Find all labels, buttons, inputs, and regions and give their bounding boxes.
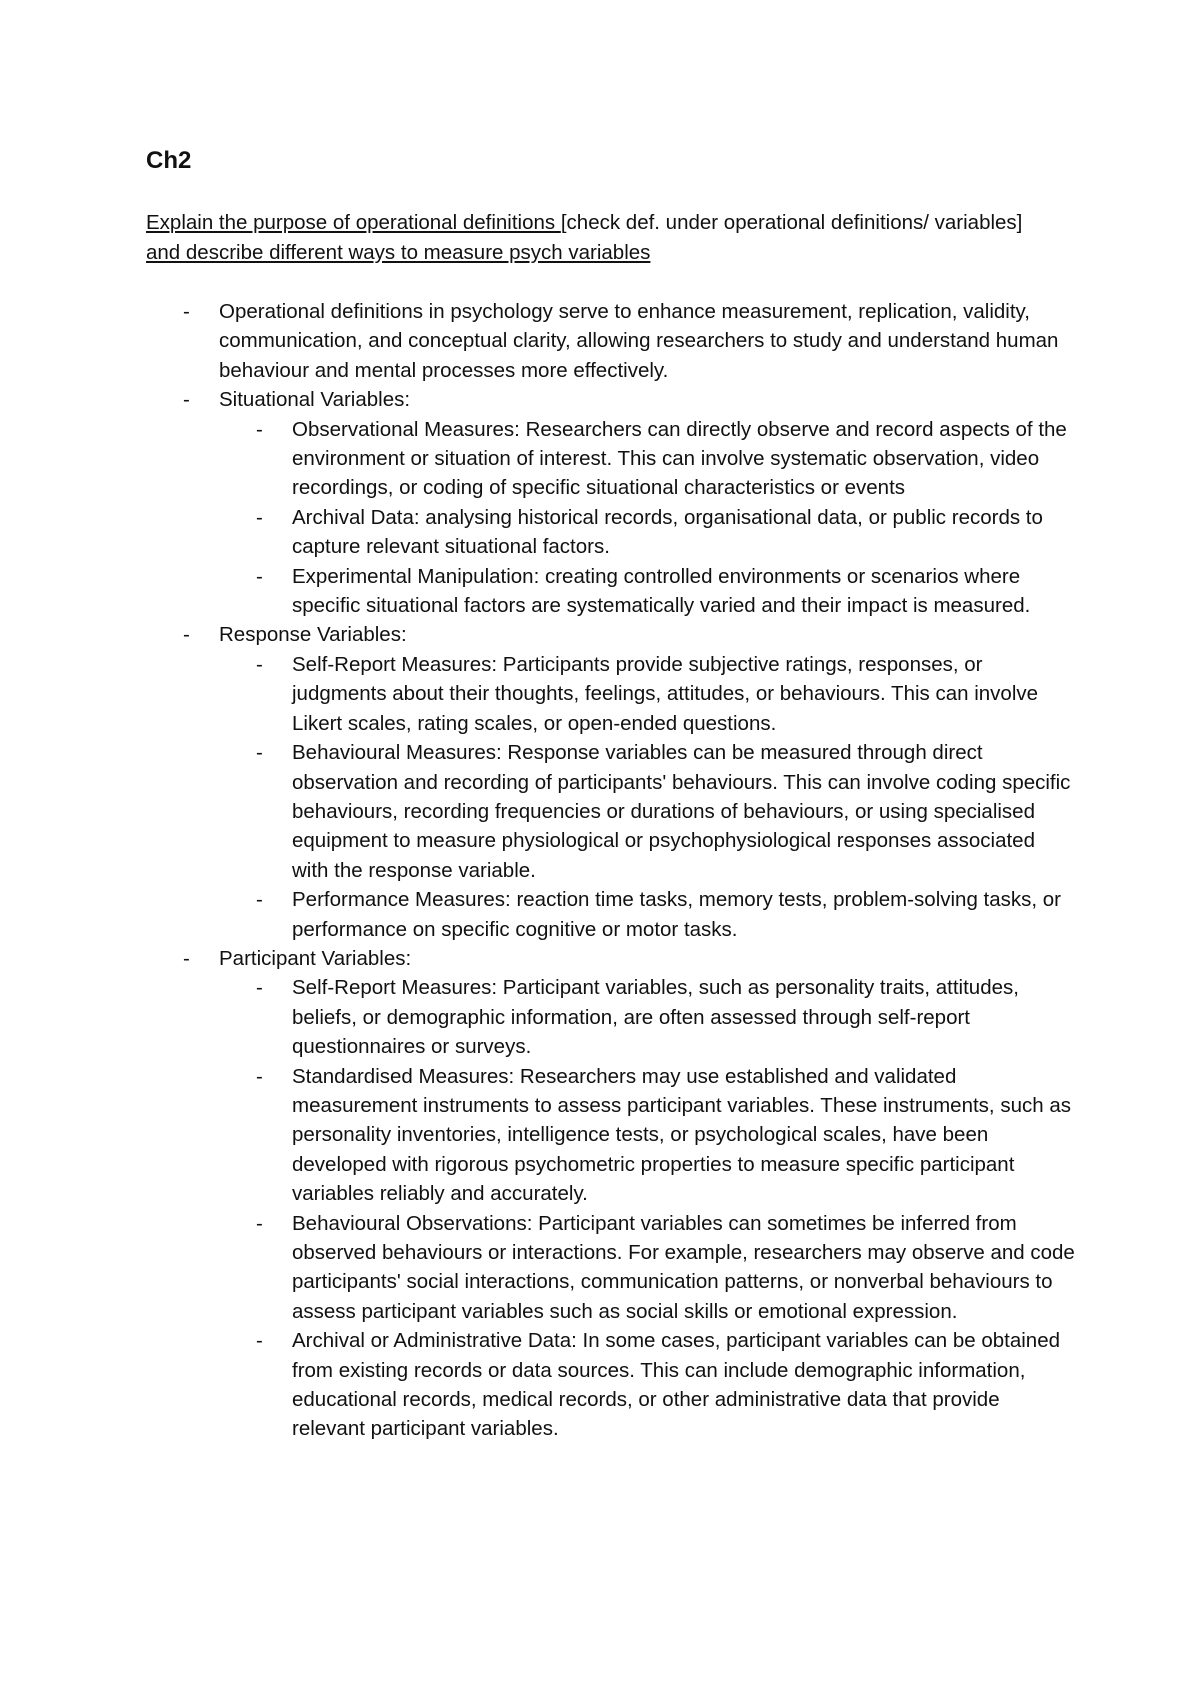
sub-list-item: [146, 562, 1076, 621]
page-title: Ch2: [146, 147, 192, 174]
sub-list-item: [146, 973, 1076, 1061]
sub-list-item: [146, 885, 1076, 944]
list-item-text: Operational definitions in psychology serve to enhance measurement, replication, validity, communication, and conceptual clarity, allowing researchers to study and understand human behaviour and mental processes more effectively.: [219, 300, 1059, 382]
sub-list-item: [146, 1326, 1076, 1444]
bullet-dash: -: [256, 1329, 263, 1353]
sub-list-item: [146, 738, 1076, 885]
bullet-dash: -: [183, 946, 190, 970]
list-item-text: Experimental Manipulation: creating controlled environments or scenarios where specific situational factors are systematically varied and their impact is measured.: [292, 564, 1031, 618]
bullet-dash: -: [256, 564, 263, 588]
question-heading: [146, 208, 1046, 267]
list-item-text: Archival Data: analysing historical records, organisational data, or public records to capture relevant situational factors.: [292, 505, 1043, 559]
bullet-dash: -: [256, 417, 263, 441]
question-part-3: and describe different ways to measure psych variables: [146, 240, 651, 264]
sub-list-item: [146, 1062, 1076, 1209]
sub-list-item: [146, 503, 1076, 562]
bullet-dash: -: [256, 1211, 263, 1235]
bullet-dash: -: [256, 888, 263, 912]
list-item: [146, 620, 1076, 649]
question-part-1: Explain the purpose of operational definitions: [146, 211, 561, 234]
bullet-dash: -: [183, 623, 190, 647]
bullet-dash: -: [256, 652, 263, 676]
question-part-2: [check def. under operational definitions/ variables]: [560, 211, 1023, 234]
bullet-dash: -: [256, 976, 263, 1000]
list-item: [146, 297, 1076, 385]
list-item-text: Situational Variables:: [219, 388, 411, 412]
list-item-text: Participant Variables:: [219, 946, 412, 970]
list-item-text: Performance Measures: reaction time tasks, memory tests, problem-solving tasks, or performance on specific cognitive or motor tasks.: [292, 888, 1062, 941]
list-item-text: Observational Measures: Researchers can directly observe and record aspects of the environment or situation of interest. This can involve systematic observation, video recordings, or coding of specific situational characteristics or events: [292, 417, 1067, 500]
list-item-text: Response Variables:: [219, 623, 407, 647]
bullet-dash: -: [183, 388, 190, 412]
list-item-text: Archival or Administrative Data: In some cases, participant variables can be obtained from existing records or data sources. This can include demographic information, educational records, medical records, or other administrative data that provide relevant participant variables.: [292, 1329, 1060, 1441]
list-item-text: Behavioural Observations: Participant variables can sometimes be inferred from observed behaviours or interactions. For example, researchers may observe and code participants' social interactions, communication patterns, or nonverbal behaviours to assess participant variables such as social skills or emotional expression.: [292, 1211, 1075, 1323]
bullet-list: [146, 297, 1076, 1444]
bullet-dash: -: [183, 300, 190, 323]
list-item: [146, 385, 1076, 414]
bullet-dash: -: [256, 1064, 263, 1088]
sub-list-item: [146, 650, 1076, 738]
bullet-dash: -: [256, 741, 263, 765]
list-item-text: Standardised Measures: Researchers may use established and validated measurement instruments to assess participant variables. These instruments, such as personality inventories, intelligence tests, or psychological scales, have been developed with rigorous psychometric properties to measure specific participant variables reliably and accurately.: [292, 1064, 1071, 1206]
sub-list-item: [146, 1209, 1076, 1327]
sub-list-item: [146, 415, 1076, 503]
list-item-text: Self-Report Measures: Participants provide subjective ratings, responses, or judgments about their thoughts, feelings, attitudes, or behaviours. This can involve Likert scales, rating scales, or open-ended questions.: [292, 652, 1039, 735]
list-item-text: Self-Report Measures: Participant variables, such as personality traits, attitudes, beliefs, or demographic information, are often assessed through self-report questionnaires or surveys.: [292, 976, 1019, 1059]
bullet-dash: -: [256, 505, 263, 529]
list-item-text: Behavioural Measures: Response variables can be measured through direct observation and recording of participants' behaviours. This can involve coding specific behaviours, recording frequencies or durations of behaviours, or using specialised equipment to measure physiological or psychophysiological responses associated with the response variable.: [292, 741, 1071, 882]
list-item: [146, 944, 1076, 973]
